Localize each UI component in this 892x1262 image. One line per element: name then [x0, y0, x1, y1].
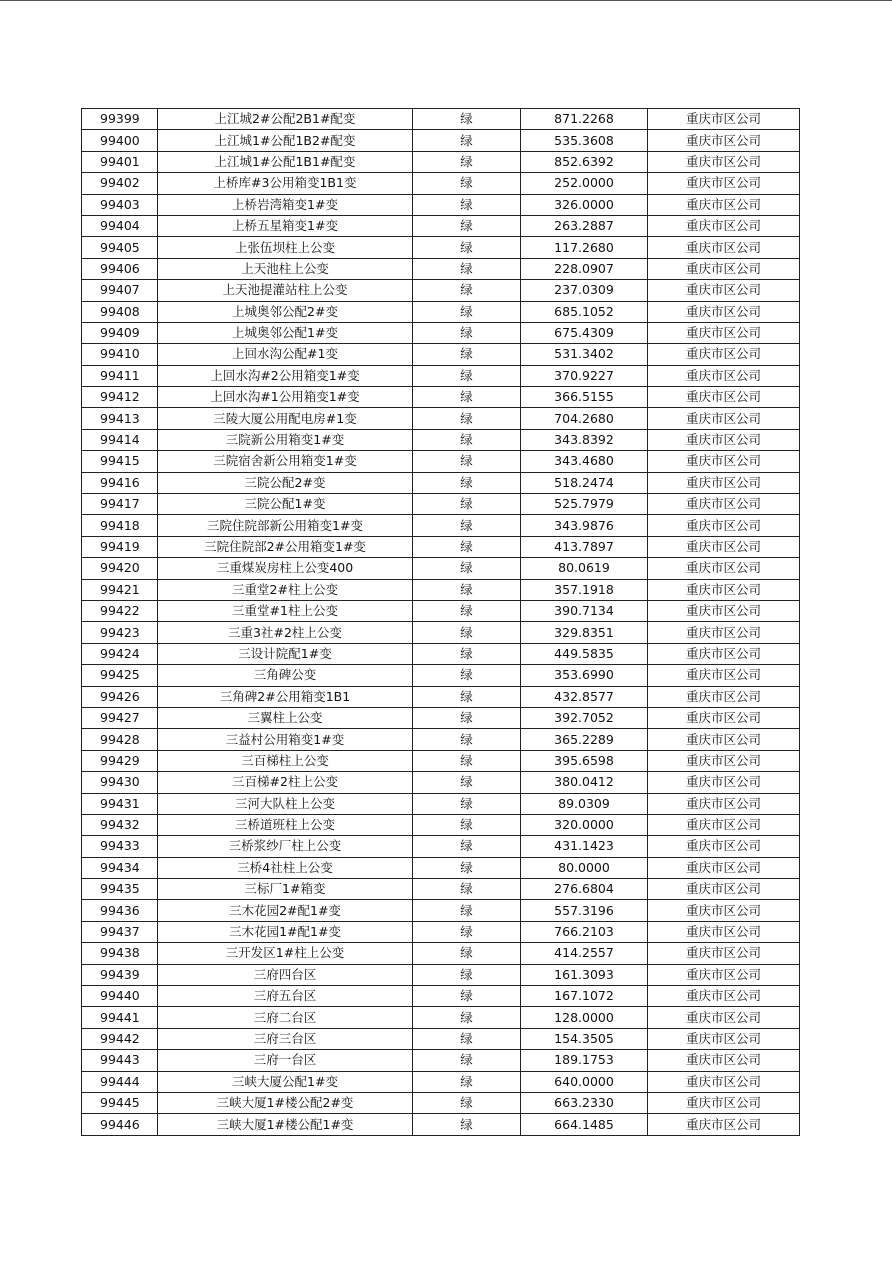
value-cell: 343.4680	[521, 451, 648, 472]
transformer-name-cell: 上城奥邻公配2#变	[158, 301, 413, 322]
company-cell: 重庆市区公司	[648, 879, 800, 900]
table-row	[82, 130, 800, 151]
transformer-name-cell: 上天池柱上公变	[158, 258, 413, 279]
transformer-table	[81, 108, 800, 1136]
value-cell: 380.0412	[521, 772, 648, 793]
company-cell: 重庆市区公司	[648, 322, 800, 343]
row-id-cell: 99408	[82, 301, 158, 322]
company-cell: 重庆市区公司	[648, 1092, 800, 1113]
company-cell: 重庆市区公司	[648, 515, 800, 536]
table-row	[82, 387, 800, 408]
value-cell: 852.6392	[521, 151, 648, 172]
company-cell: 重庆市区公司	[648, 451, 800, 472]
status-cell: 绿	[413, 1114, 521, 1135]
status-cell: 绿	[413, 772, 521, 793]
status-cell: 绿	[413, 879, 521, 900]
row-id-cell: 99415	[82, 451, 158, 472]
table-row	[82, 194, 800, 215]
transformer-name-cell: 上桥库#3公用箱变1B1变	[158, 173, 413, 194]
status-cell: 绿	[413, 237, 521, 258]
row-id-cell: 99446	[82, 1114, 158, 1135]
status-cell: 绿	[413, 793, 521, 814]
table-row	[82, 943, 800, 964]
transformer-name-cell: 三峡大厦公配1#变	[158, 1071, 413, 1092]
table-row	[82, 1007, 800, 1028]
value-cell: 80.0000	[521, 857, 648, 878]
transformer-name-cell: 三河大队柱上公变	[158, 793, 413, 814]
value-cell: 353.6990	[521, 665, 648, 686]
status-cell: 绿	[413, 130, 521, 151]
row-id-cell: 99431	[82, 793, 158, 814]
row-id-cell: 99419	[82, 536, 158, 557]
row-id-cell: 99422	[82, 600, 158, 621]
company-cell: 重庆市区公司	[648, 814, 800, 835]
row-id-cell: 99406	[82, 258, 158, 279]
transformer-name-cell: 上张伍坝柱上公变	[158, 237, 413, 258]
transformer-name-cell: 上回水沟#2公用箱变1#变	[158, 365, 413, 386]
company-cell: 重庆市区公司	[648, 280, 800, 301]
value-cell: 154.3505	[521, 1028, 648, 1049]
status-cell: 绿	[413, 173, 521, 194]
row-id-cell: 99402	[82, 173, 158, 194]
table-row	[82, 408, 800, 429]
table-row	[82, 622, 800, 643]
row-id-cell: 99404	[82, 215, 158, 236]
transformer-name-cell: 三重煤炭房柱上公变400	[158, 558, 413, 579]
row-id-cell: 99428	[82, 729, 158, 750]
row-id-cell: 99440	[82, 986, 158, 1007]
transformer-name-cell: 三百梯柱上公变	[158, 750, 413, 771]
transformer-name-cell: 上回水沟公配#1变	[158, 344, 413, 365]
value-cell: 663.2330	[521, 1092, 648, 1113]
status-cell: 绿	[413, 536, 521, 557]
company-cell: 重庆市区公司	[648, 173, 800, 194]
table-body	[82, 109, 800, 1136]
value-cell: 189.1753	[521, 1050, 648, 1071]
value-cell: 167.1072	[521, 986, 648, 1007]
status-cell: 绿	[413, 472, 521, 493]
status-cell: 绿	[413, 579, 521, 600]
company-cell: 重庆市区公司	[648, 836, 800, 857]
table-row	[82, 451, 800, 472]
value-cell: 252.0000	[521, 173, 648, 194]
table-row	[82, 750, 800, 771]
value-cell: 343.8392	[521, 429, 648, 450]
value-cell: 366.5155	[521, 387, 648, 408]
row-id-cell: 99413	[82, 408, 158, 429]
row-id-cell: 99427	[82, 707, 158, 728]
value-cell: 237.0309	[521, 280, 648, 301]
row-id-cell: 99417	[82, 494, 158, 515]
value-cell: 449.5835	[521, 643, 648, 664]
transformer-name-cell: 三开发区1#柱上公变	[158, 943, 413, 964]
transformer-name-cell: 三设计院配1#变	[158, 643, 413, 664]
table-row	[82, 215, 800, 236]
company-cell: 重庆市区公司	[648, 109, 800, 130]
value-cell: 685.1052	[521, 301, 648, 322]
transformer-name-cell: 三翼柱上公变	[158, 707, 413, 728]
company-cell: 重庆市区公司	[648, 130, 800, 151]
status-cell: 绿	[413, 643, 521, 664]
value-cell: 343.9876	[521, 515, 648, 536]
company-cell: 重庆市区公司	[648, 1071, 800, 1092]
row-id-cell: 99399	[82, 109, 158, 130]
company-cell: 重庆市区公司	[648, 429, 800, 450]
company-cell: 重庆市区公司	[648, 943, 800, 964]
table-row	[82, 258, 800, 279]
transformer-name-cell: 三桥浆纱厂柱上公变	[158, 836, 413, 857]
value-cell: 704.2680	[521, 408, 648, 429]
value-cell: 320.0000	[521, 814, 648, 835]
value-cell: 535.3608	[521, 130, 648, 151]
company-cell: 重庆市区公司	[648, 622, 800, 643]
row-id-cell: 99418	[82, 515, 158, 536]
status-cell: 绿	[413, 729, 521, 750]
status-cell: 绿	[413, 900, 521, 921]
table-row	[82, 729, 800, 750]
status-cell: 绿	[413, 964, 521, 985]
table-row	[82, 814, 800, 835]
status-cell: 绿	[413, 686, 521, 707]
table-row	[82, 879, 800, 900]
value-cell: 413.7897	[521, 536, 648, 557]
table-row	[82, 344, 800, 365]
value-cell: 228.0907	[521, 258, 648, 279]
status-cell: 绿	[413, 494, 521, 515]
status-cell: 绿	[413, 215, 521, 236]
table-row	[82, 173, 800, 194]
table-row	[82, 301, 800, 322]
table-row	[82, 109, 800, 130]
row-id-cell: 99437	[82, 921, 158, 942]
value-cell: 80.0619	[521, 558, 648, 579]
company-cell: 重庆市区公司	[648, 600, 800, 621]
value-cell: 431.1423	[521, 836, 648, 857]
row-id-cell: 99444	[82, 1071, 158, 1092]
status-cell: 绿	[413, 387, 521, 408]
table-row	[82, 365, 800, 386]
value-cell: 329.8351	[521, 622, 648, 643]
value-cell: 128.0000	[521, 1007, 648, 1028]
row-id-cell: 99401	[82, 151, 158, 172]
table-row	[82, 322, 800, 343]
transformer-name-cell: 上江城2#公配2B1#配变	[158, 109, 413, 130]
value-cell: 117.2680	[521, 237, 648, 258]
row-id-cell: 99443	[82, 1050, 158, 1071]
status-cell: 绿	[413, 515, 521, 536]
table-row	[82, 600, 800, 621]
transformer-name-cell: 三峡大厦1#楼公配1#变	[158, 1114, 413, 1135]
company-cell: 重庆市区公司	[648, 215, 800, 236]
value-cell: 871.2268	[521, 109, 648, 130]
company-cell: 重庆市区公司	[648, 387, 800, 408]
transformer-name-cell: 三府二台区	[158, 1007, 413, 1028]
status-cell: 绿	[413, 558, 521, 579]
company-cell: 重庆市区公司	[648, 194, 800, 215]
transformer-name-cell: 三院公配2#变	[158, 472, 413, 493]
status-cell: 绿	[413, 408, 521, 429]
row-id-cell: 99429	[82, 750, 158, 771]
transformer-name-cell: 三院公配1#变	[158, 494, 413, 515]
company-cell: 重庆市区公司	[648, 986, 800, 1007]
row-id-cell: 99416	[82, 472, 158, 493]
company-cell: 重庆市区公司	[648, 793, 800, 814]
value-cell: 390.7134	[521, 600, 648, 621]
value-cell: 766.2103	[521, 921, 648, 942]
status-cell: 绿	[413, 322, 521, 343]
company-cell: 重庆市区公司	[648, 750, 800, 771]
row-id-cell: 99430	[82, 772, 158, 793]
company-cell: 重庆市区公司	[648, 729, 800, 750]
table-row	[82, 686, 800, 707]
table-row	[82, 494, 800, 515]
company-cell: 重庆市区公司	[648, 536, 800, 557]
transformer-name-cell: 三院住院部新公用箱变1#变	[158, 515, 413, 536]
table-row	[82, 665, 800, 686]
row-id-cell: 99410	[82, 344, 158, 365]
status-cell: 绿	[413, 750, 521, 771]
row-id-cell: 99439	[82, 964, 158, 985]
company-cell: 重庆市区公司	[648, 301, 800, 322]
company-cell: 重庆市区公司	[648, 579, 800, 600]
status-cell: 绿	[413, 1071, 521, 1092]
table-row	[82, 921, 800, 942]
transformer-name-cell: 上桥五星箱变1#变	[158, 215, 413, 236]
status-cell: 绿	[413, 986, 521, 1007]
transformer-name-cell: 三重堂2#柱上公变	[158, 579, 413, 600]
status-cell: 绿	[413, 814, 521, 835]
value-cell: 370.9227	[521, 365, 648, 386]
status-cell: 绿	[413, 429, 521, 450]
status-cell: 绿	[413, 921, 521, 942]
table-row	[82, 643, 800, 664]
status-cell: 绿	[413, 109, 521, 130]
row-id-cell: 99424	[82, 643, 158, 664]
company-cell: 重庆市区公司	[648, 772, 800, 793]
table-row	[82, 515, 800, 536]
row-id-cell: 99414	[82, 429, 158, 450]
status-cell: 绿	[413, 365, 521, 386]
table-row	[82, 151, 800, 172]
value-cell: 675.4309	[521, 322, 648, 343]
value-cell: 161.3093	[521, 964, 648, 985]
transformer-name-cell: 三角碑2#公用箱变1B1	[158, 686, 413, 707]
value-cell: 557.3196	[521, 900, 648, 921]
company-cell: 重庆市区公司	[648, 900, 800, 921]
company-cell: 重庆市区公司	[648, 365, 800, 386]
value-cell: 518.2474	[521, 472, 648, 493]
status-cell: 绿	[413, 600, 521, 621]
company-cell: 重庆市区公司	[648, 665, 800, 686]
row-id-cell: 99442	[82, 1028, 158, 1049]
transformer-name-cell: 三院宿舍新公用箱变1#变	[158, 451, 413, 472]
transformer-name-cell: 上天池提灌站柱上公变	[158, 280, 413, 301]
table-row	[82, 237, 800, 258]
transformer-name-cell: 三府三台区	[158, 1028, 413, 1049]
row-id-cell: 99433	[82, 836, 158, 857]
table-row	[82, 536, 800, 557]
value-cell: 414.2557	[521, 943, 648, 964]
row-id-cell: 99435	[82, 879, 158, 900]
row-id-cell: 99441	[82, 1007, 158, 1028]
transformer-name-cell: 三木花园1#配1#变	[158, 921, 413, 942]
row-id-cell: 99421	[82, 579, 158, 600]
value-cell: 326.0000	[521, 194, 648, 215]
table-row	[82, 986, 800, 1007]
value-cell: 531.3402	[521, 344, 648, 365]
company-cell: 重庆市区公司	[648, 258, 800, 279]
transformer-name-cell: 三桥道班柱上公变	[158, 814, 413, 835]
table-row	[82, 964, 800, 985]
company-cell: 重庆市区公司	[648, 472, 800, 493]
company-cell: 重庆市区公司	[648, 1028, 800, 1049]
status-cell: 绿	[413, 707, 521, 728]
transformer-name-cell: 上回水沟#1公用箱变1#变	[158, 387, 413, 408]
company-cell: 重庆市区公司	[648, 344, 800, 365]
status-cell: 绿	[413, 344, 521, 365]
table-row	[82, 900, 800, 921]
row-id-cell: 99403	[82, 194, 158, 215]
row-id-cell: 99426	[82, 686, 158, 707]
row-id-cell: 99438	[82, 943, 158, 964]
status-cell: 绿	[413, 1092, 521, 1113]
transformer-name-cell: 三府四台区	[158, 964, 413, 985]
transformer-name-cell: 三木花园2#配1#变	[158, 900, 413, 921]
company-cell: 重庆市区公司	[648, 151, 800, 172]
value-cell: 89.0309	[521, 793, 648, 814]
value-cell: 263.2887	[521, 215, 648, 236]
company-cell: 重庆市区公司	[648, 707, 800, 728]
row-id-cell: 99425	[82, 665, 158, 686]
value-cell: 276.6804	[521, 879, 648, 900]
transformer-name-cell: 上桥岩湾箱变1#变	[158, 194, 413, 215]
value-cell: 525.7979	[521, 494, 648, 515]
transformer-name-cell: 三府五台区	[158, 986, 413, 1007]
status-cell: 绿	[413, 280, 521, 301]
company-cell: 重庆市区公司	[648, 964, 800, 985]
company-cell: 重庆市区公司	[648, 686, 800, 707]
status-cell: 绿	[413, 836, 521, 857]
value-cell: 392.7052	[521, 707, 648, 728]
status-cell: 绿	[413, 622, 521, 643]
row-id-cell: 99423	[82, 622, 158, 643]
table-row	[82, 1028, 800, 1049]
company-cell: 重庆市区公司	[648, 857, 800, 878]
row-id-cell: 99411	[82, 365, 158, 386]
status-cell: 绿	[413, 301, 521, 322]
transformer-name-cell: 三百梯#2柱上公变	[158, 772, 413, 793]
row-id-cell: 99405	[82, 237, 158, 258]
row-id-cell: 99445	[82, 1092, 158, 1113]
row-id-cell: 99412	[82, 387, 158, 408]
row-id-cell: 99432	[82, 814, 158, 835]
table-row	[82, 836, 800, 857]
transformer-name-cell: 三益村公用箱变1#变	[158, 729, 413, 750]
transformer-name-cell: 上城奥邻公配1#变	[158, 322, 413, 343]
transformer-name-cell: 三院住院部2#公用箱变1#变	[158, 536, 413, 557]
row-id-cell: 99420	[82, 558, 158, 579]
status-cell: 绿	[413, 1050, 521, 1071]
company-cell: 重庆市区公司	[648, 1050, 800, 1071]
transformer-name-cell: 三重堂#1柱上公变	[158, 600, 413, 621]
status-cell: 绿	[413, 194, 521, 215]
transformer-name-cell: 三院新公用箱变1#变	[158, 429, 413, 450]
table-row	[82, 793, 800, 814]
table-row	[82, 558, 800, 579]
transformer-name-cell: 三重3社#2柱上公变	[158, 622, 413, 643]
status-cell: 绿	[413, 665, 521, 686]
transformer-name-cell: 三府一台区	[158, 1050, 413, 1071]
company-cell: 重庆市区公司	[648, 1007, 800, 1028]
company-cell: 重庆市区公司	[648, 237, 800, 258]
status-cell: 绿	[413, 857, 521, 878]
transformer-name-cell: 三峡大厦1#楼公配2#变	[158, 1092, 413, 1113]
status-cell: 绿	[413, 1007, 521, 1028]
table-row	[82, 1071, 800, 1092]
status-cell: 绿	[413, 451, 521, 472]
status-cell: 绿	[413, 1028, 521, 1049]
transformer-name-cell: 三标厂1#箱变	[158, 879, 413, 900]
table-row	[82, 1114, 800, 1135]
value-cell: 432.8577	[521, 686, 648, 707]
row-id-cell: 99400	[82, 130, 158, 151]
transformer-name-cell: 三角碑公变	[158, 665, 413, 686]
status-cell: 绿	[413, 943, 521, 964]
row-id-cell: 99436	[82, 900, 158, 921]
table-row	[82, 579, 800, 600]
table-row	[82, 472, 800, 493]
value-cell: 395.6598	[521, 750, 648, 771]
transformer-name-cell: 三陵大厦公用配电房#1变	[158, 408, 413, 429]
value-cell: 365.2289	[521, 729, 648, 750]
page-top-border	[0, 0, 892, 1]
table-row	[82, 857, 800, 878]
table-row	[82, 1092, 800, 1113]
value-cell: 357.1918	[521, 579, 648, 600]
table-row	[82, 429, 800, 450]
table-row	[82, 707, 800, 728]
row-id-cell: 99407	[82, 280, 158, 301]
transformer-name-cell: 三桥4社柱上公变	[158, 857, 413, 878]
transformer-name-cell: 上江城1#公配1B1#配变	[158, 151, 413, 172]
company-cell: 重庆市区公司	[648, 643, 800, 664]
status-cell: 绿	[413, 258, 521, 279]
row-id-cell: 99409	[82, 322, 158, 343]
company-cell: 重庆市区公司	[648, 1114, 800, 1135]
company-cell: 重庆市区公司	[648, 558, 800, 579]
table-row	[82, 280, 800, 301]
table-row	[82, 1050, 800, 1071]
company-cell: 重庆市区公司	[648, 921, 800, 942]
value-cell: 640.0000	[521, 1071, 648, 1092]
transformer-name-cell: 上江城1#公配1B2#配变	[158, 130, 413, 151]
company-cell: 重庆市区公司	[648, 408, 800, 429]
status-cell: 绿	[413, 151, 521, 172]
table-row	[82, 772, 800, 793]
company-cell: 重庆市区公司	[648, 494, 800, 515]
value-cell: 664.1485	[521, 1114, 648, 1135]
row-id-cell: 99434	[82, 857, 158, 878]
